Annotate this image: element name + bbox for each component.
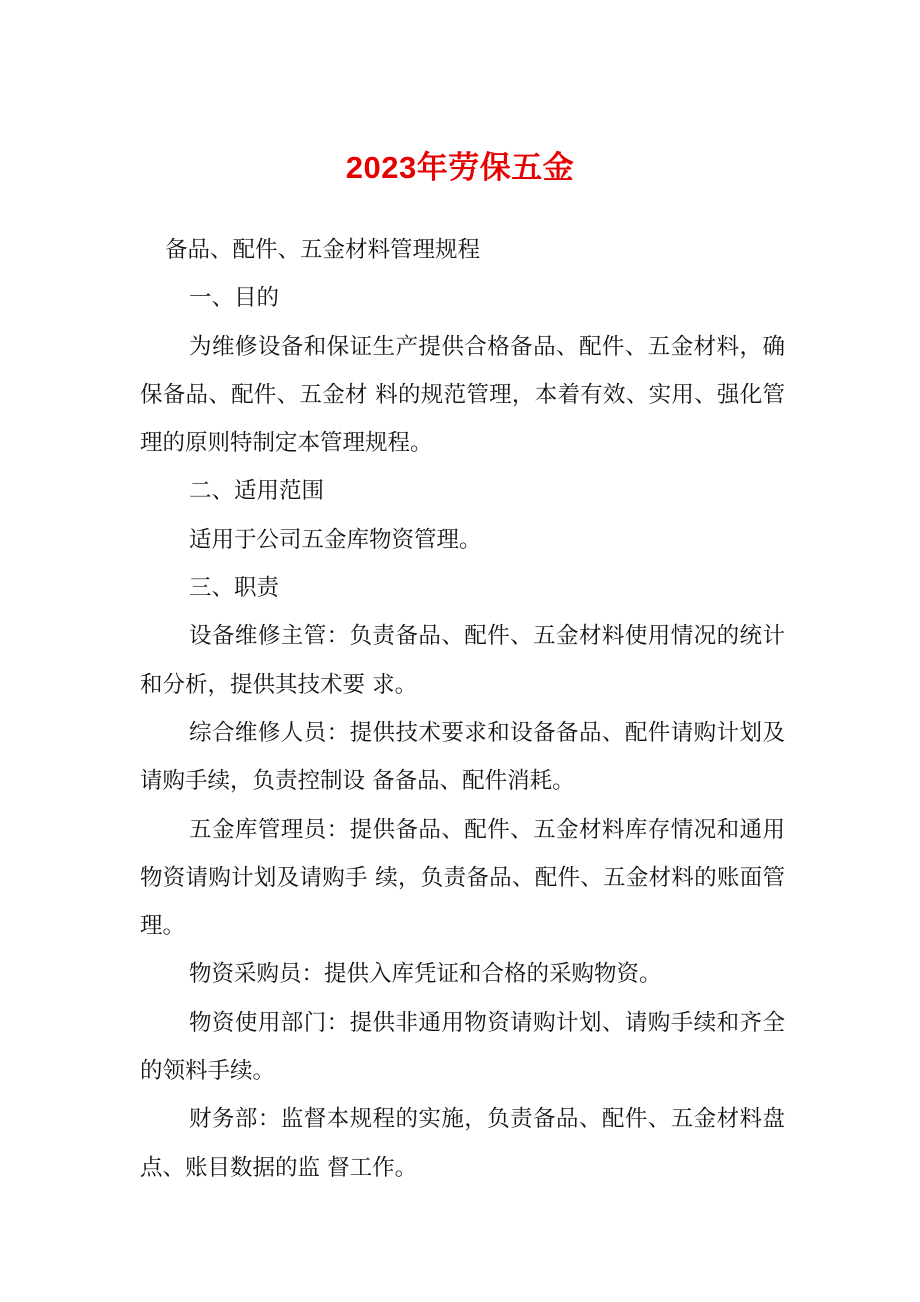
paragraph-warehouse-keeper: 五金库管理员：提供备品、配件、五金材料库存情况和通用物资请购计划及请购手 续，负责备品、配件、五金材料的账面管理。 [140, 816, 785, 940]
heading-duties: 三、职责 [189, 575, 280, 602]
paragraph-scope: 适用于公司五金库物资管理。 [189, 526, 482, 553]
document-title: 2023年劳保五金 [345, 150, 575, 185]
section-heading: 备品、配件、五金材料管理规程 [165, 237, 481, 263]
paragraph-finance: 财务部：监督本规程的实施，负责备品、配件、五金材料盘点、账目数据的监 督工作。 [140, 1106, 785, 1181]
paragraph-equipment-supervisor: 设备维修主管：负责备品、配件、五金材料使用情况的统计和分析，提供其技术要 求。 [140, 623, 785, 698]
paragraph-purpose: 为维修设备和保证生产提供合格备品、配件、五金材料，确保备品、配件、五金材 料的规范管理，本着有效、实用、强化管理的原则特制定本管理规程。 [140, 333, 785, 457]
paragraph-user-department: 物资使用部门：提供非通用物资请购计划、请购手续和齐全的领料手续。 [140, 1009, 785, 1085]
heading-purpose: 一、目的 [189, 285, 280, 312]
document-body [140, 226, 785, 1192]
paragraph-maintenance-staff: 综合维修人员：提供技术要求和设备备品、配件请购计划及请购手续，负责控制设 备备品、配件消耗。 [140, 719, 785, 795]
heading-scope: 二、适用范围 [189, 478, 325, 505]
paragraph-purchaser: 物资采购员：提供入库凭证和合格的采购物资。 [189, 961, 662, 988]
